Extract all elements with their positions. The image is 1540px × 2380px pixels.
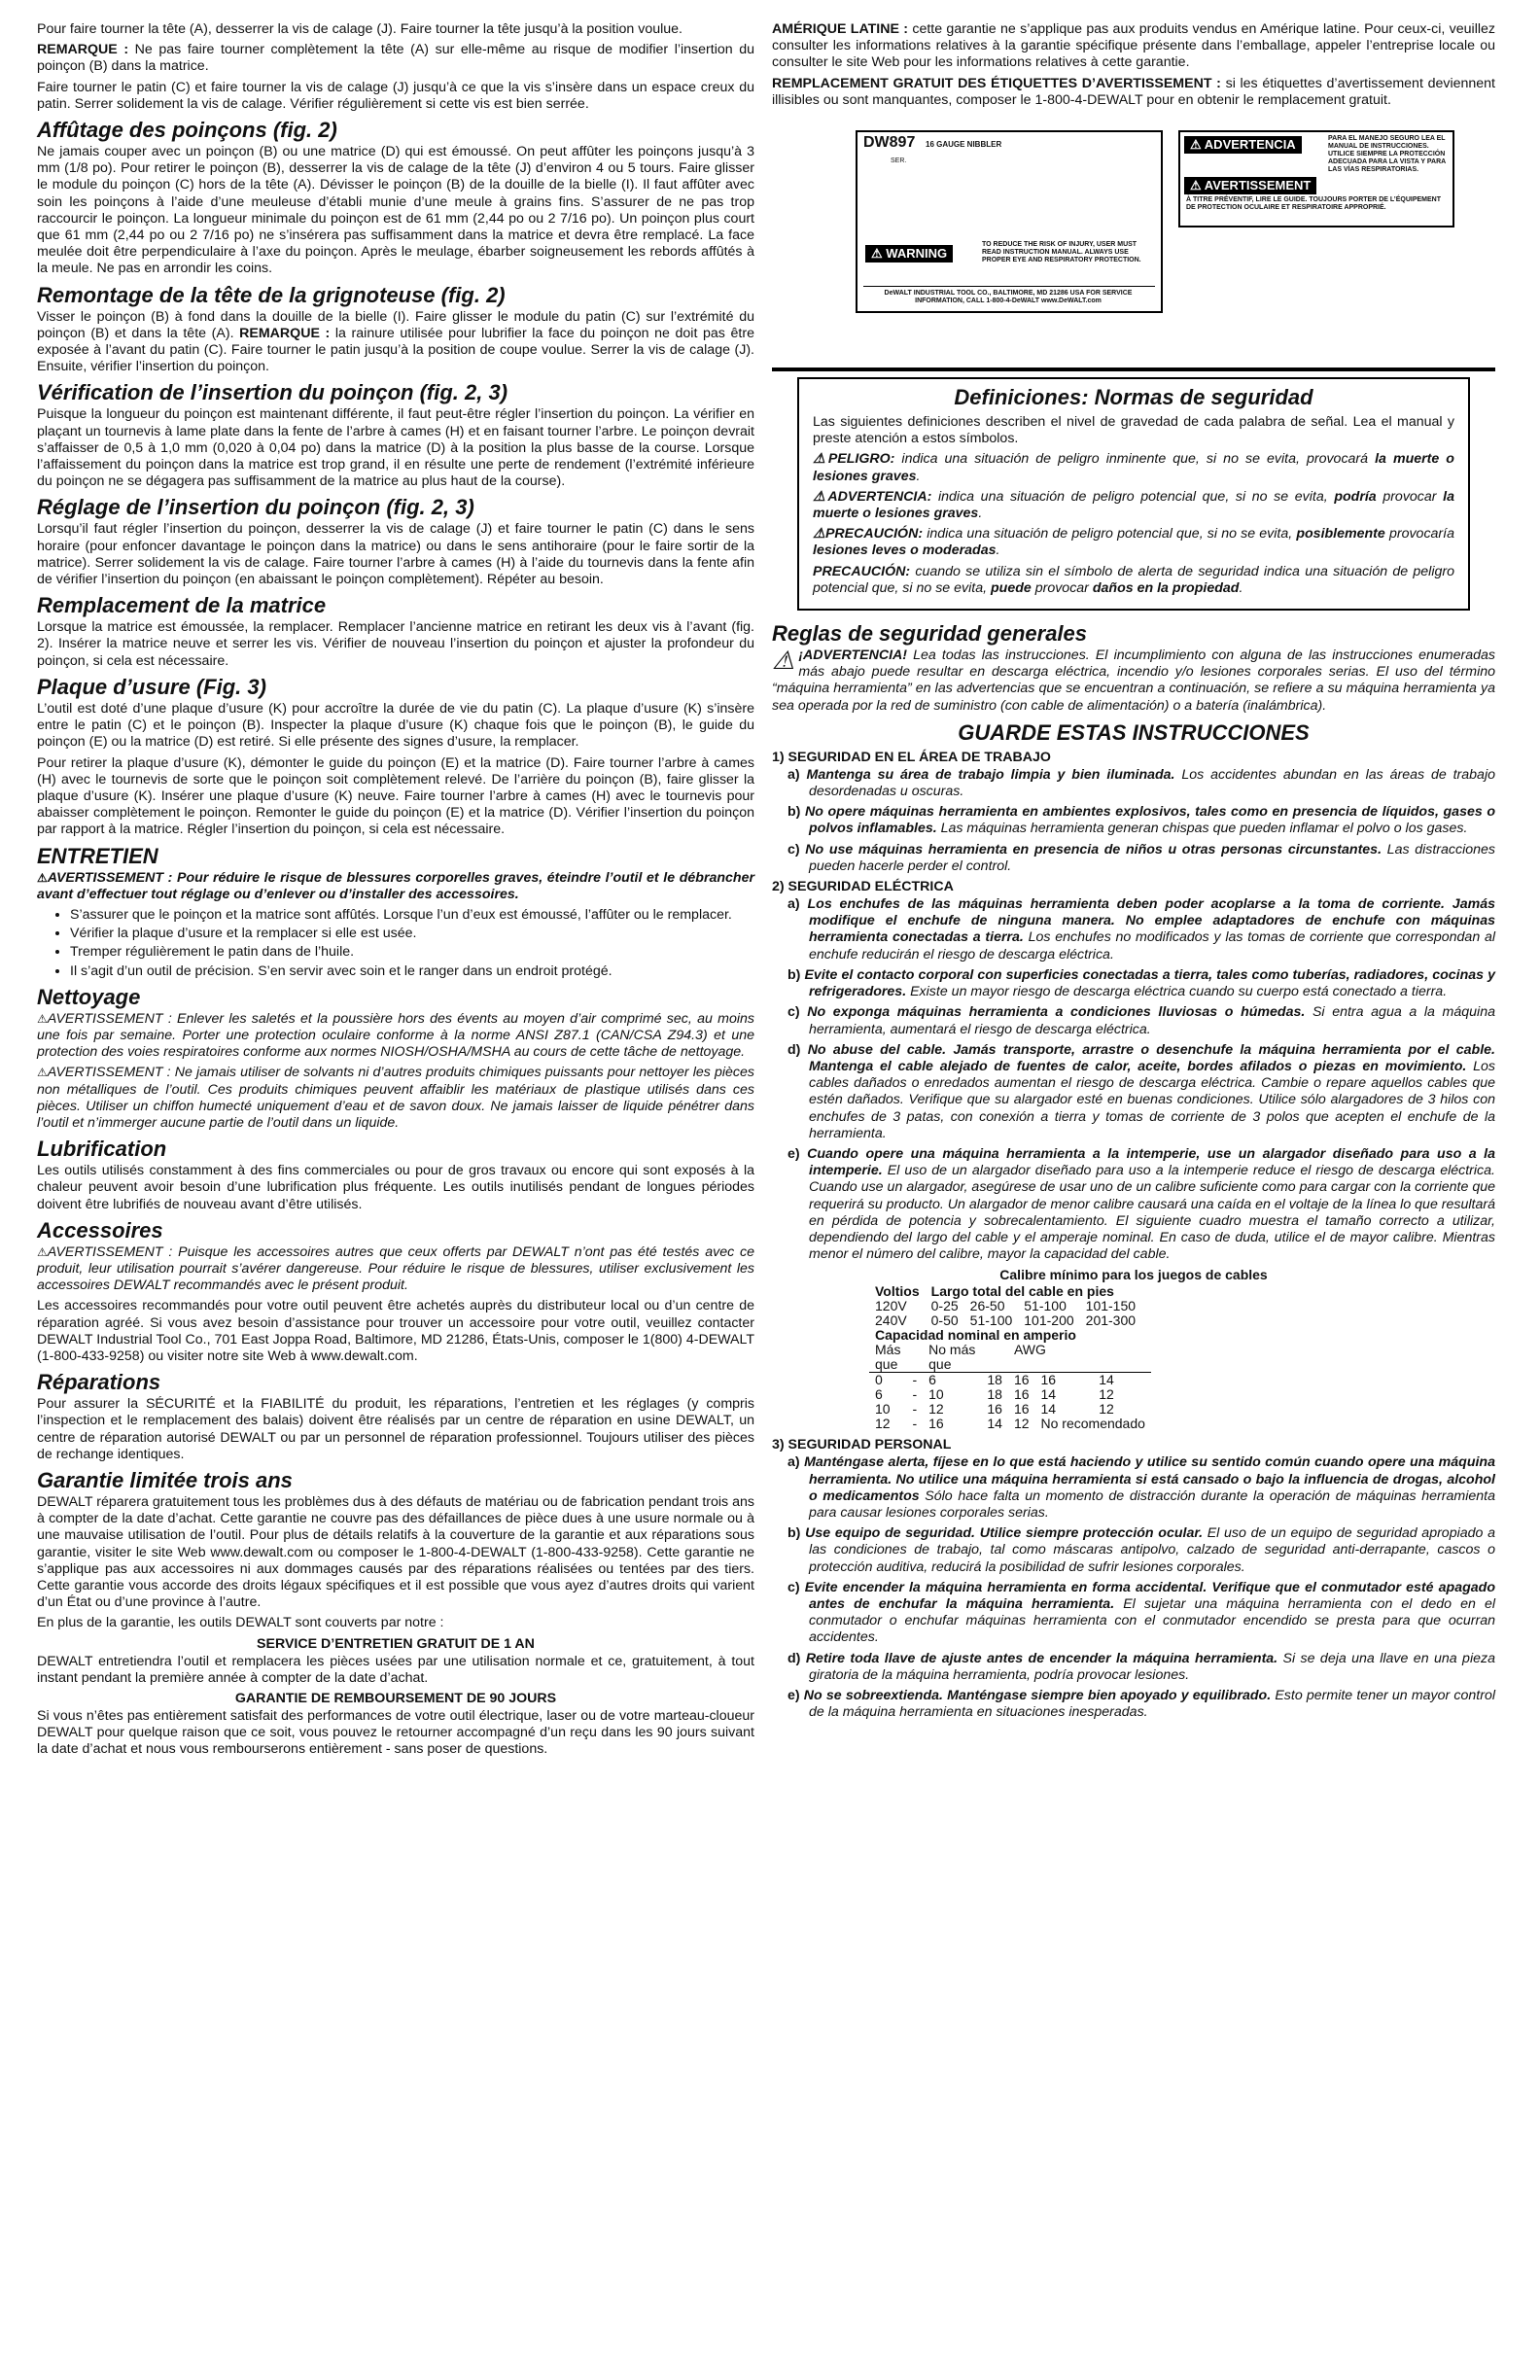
- item-letter: c): [788, 841, 800, 858]
- section-text: Les accessoires recommandés pour votre outil peuvent être achetés auprès du distributeur local ou d’un centre de réparation agréé. Si vous avez besoin d’assistance pour trouver un accessoire pour votre outil, veuillez contacter DEWALT Industrial Tool Co., 701 East Joppa Road, Baltimore, MD 21286, États-Unis, composer le 1(800) 4-DEWALT (1-800-433-9258) ou visiter notre site Web à www.dewalt.com.: [37, 1298, 754, 1364]
- warning-label-text: TO REDUCE THE RISK OF INJURY, USER MUST READ INSTRUCTION MANUAL. ALWAYS USE PROPER EYE AND RESPIRATORY PROTECTION.: [982, 241, 1141, 264]
- table-cell: 101-200: [1024, 1312, 1074, 1329]
- nibbler-text: 16 GAUGE NIBBLER: [926, 140, 1002, 150]
- table-cell: -: [912, 1401, 918, 1418]
- table-cell: 201-300: [1085, 1312, 1137, 1329]
- section-heading: Nettoyage: [37, 984, 141, 1009]
- def-label: PRECAUCIÓN:: [824, 526, 924, 542]
- def-precaucion: ⚠PRECAUCIÓN: indica una situación de peligro potencial que, si no se evita, posiblemente provocaría lesiones leves o moderadas.: [813, 526, 1454, 559]
- table-cell: 12: [875, 1416, 891, 1432]
- table-row: [869, 1299, 1141, 1313]
- maintenance-list: [37, 907, 754, 980]
- definitions-title: Definiciones: Normas de seguridad: [954, 385, 1313, 410]
- latin-america-label: AMÉRIQUE LATINE :: [772, 21, 909, 37]
- warning-triangle-icon: ⚠: [772, 646, 795, 676]
- safety-list-work-area: [772, 767, 1495, 875]
- section-heading: Remontage de la tête de la grignoteuse (fig. 2): [37, 282, 506, 307]
- item-bold: No opere máquinas herramienta en ambientes explosivos, tales como en presencia de líquidos, gases o polvos inflamables.: [805, 804, 1495, 837]
- item-bold: Los enchufes de las máquinas herramienta deben poder acoplarse a la toma de corriente. Jamás modifique el enchufe de ninguna manera. No emplee adaptadores de enchufe con máquinas herramienta conectadas a tierra.: [807, 896, 1495, 946]
- item-letter: b): [788, 966, 801, 983]
- item-text: Esto permite tener un mayor control de la máquina herramienta en situaciones inesperadas.: [809, 1687, 1495, 1721]
- table-cell: No recomendado: [1040, 1416, 1145, 1432]
- item-bold: No abuse del cable. Jamás transporte, arrastre o desenchufe la máquina herramienta por el cable. Mantenga el cable alejado de fuentes de calor, aceite, bordes afilados o piezas en movimiento.: [807, 1041, 1495, 1074]
- safety-list-personal: [772, 1454, 1495, 1721]
- table-cell: 0: [875, 1372, 883, 1388]
- label-replacement-body: si les étiquettes d’avertissement deviennent illisibles ou sont manquantes, composer le 1-800-4-DEWALT pour en obtenir le remplacement gratuit.: [772, 75, 1495, 108]
- table-cell: 12: [1013, 1416, 1030, 1432]
- cable-gauge-table: [869, 1284, 1141, 1328]
- list-item: • S’assurer que le poinçon et la matrice sont affûtés. Lorsque l’un d’eux est émoussé, l’affûter ou le remplacer.: [70, 907, 754, 924]
- list-item: [772, 1454, 1495, 1522]
- list-item: [772, 804, 1495, 837]
- item-letter: a): [788, 1454, 800, 1471]
- def-label: PRECAUCIÓN:: [813, 563, 911, 579]
- item-text: El uso de un alargador diseñado para uso a la intemperie reduce el riesgo de descarga eléctrica. Cuando use un alargador, asegúrese de usar uno de un calibre suficiente como para cargar con la corriente que requerirá su producto. Un alargador de menor calibre causará una caída en el voltaje de la línea lo que resultará en pérdida de potencia y sobrecalentamiento. El siguiente cuadro muestra el tamaño correcto a utilizar, dependiendo del largo del cable y el amperaje nominal. En caso de duda, utilice el de mayor calibre. Mientras menor el número del calibre, mayor la capacidad del cable.: [809, 1163, 1495, 1263]
- warning-labels-graphic: [811, 124, 1482, 309]
- subheading: SERVICE D’ENTRETIEN GRATUIT DE 1 AN: [257, 1635, 535, 1652]
- section-heading: Affûtage des poinçons (fig. 2): [37, 118, 337, 143]
- warning-triangle-icon: ⚠: [37, 1066, 48, 1080]
- section-text: [37, 309, 754, 376]
- item-letter: d): [788, 1041, 801, 1058]
- list-item: • Il s’agit d’un outil de précision. S’en servir avec soin et le ranger dans un endroit protégé.: [70, 963, 754, 980]
- warning-body: AVERTISSEMENT : Ne jamais utiliser de solvants ni d’autres produits chimiques puissants pour nettoyer les pièces non métalliques de l’outil. Ces produits chimiques peuvent affaiblir les matériaux de plastique utilisés dans ces pièces. Utiliser un chiffon humecté uniquement d’eau et de savon doux. Ne jamais laisser de liquide pénétrer dans l’outil et n’immerger aucune partie de l’outil dans un liquide.: [37, 1065, 754, 1131]
- section-heading: Accessoires: [37, 1217, 163, 1242]
- table-cell: 10: [928, 1386, 944, 1403]
- def-body: indica una situación de peligro potencial que, si no se evita,: [931, 488, 1335, 505]
- table-cell: 14: [1040, 1386, 1057, 1403]
- item-bold: Use equipo de seguridad. Utilice siempre protección ocular.: [805, 1525, 1204, 1542]
- guarde-heading: GUARDE ESTAS INSTRUCCIONES: [958, 719, 1310, 745]
- warning-badge: ⚠ WARNING: [865, 245, 953, 262]
- table-cell: No más: [928, 1342, 976, 1358]
- table-cell: Voltios: [875, 1283, 920, 1300]
- remarque-label: REMARQUE :: [37, 42, 129, 58]
- avertissement-badge: ⚠ AVERTISSEMENT: [1184, 177, 1316, 194]
- advertencia-badge-text: ADVERTENCIA: [1204, 137, 1296, 153]
- item-bold: No use máquinas herramienta en presencia de niños u otras personas circunstantes.: [805, 841, 1382, 858]
- section-text: Ne jamais couper avec un poinçon (B) ou une matrice (D) qui est émoussé. On peut affûter les poinçons jusqu’à 3 mm (1/8 po). Pour retirer le poinçon (B), desserrer la vis de calage de la tête (J) d’environ 4 ou 5 tours. Faire glisser le module du poinçon (C) hors de la tête (A). Dévisser le poinçon (B) de la douille de la bielle (I). Il faut affûter avec soin les poinçons à l’aide d’une meuleuse d’établi munie d’une meule à grains fins. S’assurer de ne pas trop raccourcir le poinçon. La longueur minimale du poinçon est de 61 mm (2,44 po ou 2 7/16 po). Un poinçon plus court que 61 mm (2,44 po ou 2 7/16 po) ne s’insérera pas suffisamment dans la matrice et devra être remplacé. La face meulée doit être perpendiculaire à l’axe du poinçon. Après le meulage, ébarber soigneusement les rebords affûtés à la meule. Ne pas en arrondir les coins.: [37, 144, 754, 277]
- definitions-box: [797, 377, 1470, 611]
- item-bold: Retire toda llave de ajuste antes de encender la máquina herramienta.: [805, 1650, 1278, 1666]
- item-text: Si se deja una llave en una pieza giratoria de la máquina herramienta, podría provocar lesiones.: [809, 1650, 1495, 1683]
- list-item: • Tremper régulièrement le patin dans de l’huile.: [70, 944, 754, 961]
- list-item: [772, 1580, 1495, 1647]
- list-item: [772, 1004, 1495, 1037]
- item-letter: c): [788, 1579, 800, 1595]
- intro-p2-text: Ne pas faire tourner complètement la tête (A) sur elle-même au risque de modifier l’insertion du poinçon (B) dans la matrice.: [37, 42, 754, 75]
- item-bold: No exponga máquinas herramienta a condiciones lluviosas o húmedas.: [807, 1004, 1306, 1021]
- def-body: provocaría: [1384, 526, 1454, 542]
- table-cell: 51-100: [969, 1312, 1013, 1329]
- table-cell: 16: [1040, 1372, 1057, 1388]
- item-bold: Evite el contacto corporal con superficies conectadas a tierra, tales como tuberías, radiadores, cocinas y refrigeradores.: [804, 966, 1495, 1000]
- list-item: [772, 1651, 1495, 1684]
- warning-text: [37, 870, 754, 903]
- section-heading: Réparations: [37, 1370, 161, 1395]
- warning-text: [37, 1065, 754, 1132]
- warning-triangle-icon: ⚠: [37, 1011, 48, 1026]
- table-row: [869, 1417, 1163, 1431]
- table-cell: 120V: [875, 1298, 907, 1314]
- table-cell: 12: [1099, 1386, 1114, 1403]
- table-cell: 10: [875, 1401, 891, 1418]
- cable-table-title: Calibre mínimo para los juegos de cables: [999, 1267, 1268, 1283]
- item-text: El sujetar una máquina herramienta con el dedo en el conmutador o enchufar máquinas herramienta con el conmutador encendido se presta para que ocurran accidentes.: [809, 1595, 1495, 1646]
- def-body: provocar: [1376, 488, 1444, 505]
- section-text: Les outils utilisés constamment à des fins commerciales ou pour de gros travaux ou encore qui sont exposés à la chaleur peuvent avoir besoin d’une lubrification plus fréquente. Les outils inutilisés pendant de longues périodes doivent être lubrifiés de nouveau avant d’être utilisés.: [37, 1163, 754, 1212]
- rules-warning: [772, 648, 1495, 715]
- item-bold: No se sobreextienda. Manténgase siempre bien apoyado y equilibrado.: [803, 1687, 1272, 1703]
- def-body: provocar: [1031, 579, 1093, 596]
- item-letter: d): [788, 1650, 801, 1666]
- table-cell: 51-100: [1024, 1298, 1067, 1314]
- amperage-rows: [869, 1373, 1163, 1432]
- def-body: indica una situación de peligro potencial que, si no se evita,: [923, 526, 1297, 542]
- label-replacement-label: REMPLACEMENT GRATUIT DES ÉTIQUETTES D’AVERTISSEMENT :: [772, 75, 1221, 91]
- intro-p3: Faire tourner le patin (C) et faire tourner la vis de calage (J) jusqu’à ce que la vis s’insère dans un espace creux du patin. Serrer solidement la vis de calage. Vérifier régulièrement si cette vis est bien serrée.: [37, 79, 754, 112]
- table-cell: 16: [987, 1401, 1002, 1418]
- item-letter: b): [788, 1525, 801, 1542]
- label-replacement-text: [772, 76, 1495, 109]
- model-number: DW897: [863, 134, 916, 152]
- table-cell: 14: [1099, 1372, 1114, 1388]
- def-emph: daños en la propiedad: [1092, 579, 1240, 596]
- table-cell: que: [869, 1357, 906, 1373]
- warning-badge-text: WARNING: [886, 246, 948, 262]
- list-item: [772, 896, 1495, 963]
- item-text: Las distracciones pueden hacerle perder el control.: [809, 841, 1495, 874]
- table-cell: 14: [987, 1416, 1002, 1432]
- item-letter: e): [788, 1145, 800, 1162]
- item-text: Sólo hace falta un momento de distracción durante la operación de máquinas herramienta para causar lesiones corporales serias.: [809, 1488, 1495, 1521]
- remarque-label: REMARQUE :: [239, 325, 331, 341]
- section-heading: Vérification de l’insertion du poinçon (fig. 2, 3): [37, 380, 508, 405]
- warning-triangle-icon: ⚠: [37, 870, 48, 885]
- warning-text: [37, 1011, 754, 1062]
- table-cell: 16: [1013, 1372, 1030, 1388]
- def-emph: la muerte o lesiones graves: [813, 488, 1454, 522]
- latin-america-text: [772, 21, 1495, 72]
- rules-warning-label: ¡ADVERTENCIA!: [798, 648, 907, 664]
- item-text: Los cables dañados o enredados aumentan el riesgo de descarga eléctrica. Cambie o repare aquellos cables que estén dañados. Verifique que su alargador esté en buenas condiciones. Utilice sólo alargadores de 3 hilos con enchufes de 3 patas, con conexión a tierra y tomas de corriente de 3 polos que acepten el enchufe de la herramienta.: [809, 1058, 1495, 1141]
- text-b: la rainure utilisée pour lubrifier la face du poinçon ne doit pas être exposée à l’avant du patin (C). Faire tourner le patin jusqu’à la position de coupe voulue. Serrer la vis de calage (J). Ensuite, vérifier l’insertion du poinçon.: [37, 325, 754, 375]
- item-letter: e): [788, 1687, 800, 1703]
- warning-text: [37, 1244, 754, 1295]
- list-item: • Vérifier la plaque d’usure et la remplacer si elle est usée.: [70, 926, 754, 942]
- item-bold: Manténgase alerta, fíjese en lo que está haciendo y utilice su sentido común cuando opere una máquina herramienta. No utilice una máquina herramienta si está cansado o bajo la influencia de drogas, alcohol o medicamentos: [804, 1454, 1495, 1504]
- table-cell: 12: [928, 1401, 944, 1418]
- table-row: [869, 1373, 1163, 1388]
- section-divider: [772, 368, 1495, 371]
- table-cell: 240V: [875, 1312, 907, 1329]
- latin-america-body: cette garantie ne s’applique pas aux produits vendus en Amérique latine. Pour ceux-ci, veuillez consulter les informations relatives à la garantie spécifique présente dans l’emballage, appeler l’entreprise locale ou consulter le site Web pour les informations relatives à cette garantie.: [772, 21, 1495, 71]
- table-row: [869, 1313, 1141, 1328]
- section-heading: Lubrification: [37, 1137, 167, 1162]
- list-item: [772, 1042, 1495, 1142]
- amperage-table: [869, 1328, 1163, 1431]
- table-cell: Más: [875, 1342, 901, 1358]
- table-cell: 0-25: [930, 1298, 959, 1314]
- def-advertencia: ⚠ADVERTENCIA: indica una situación de peligro potencial que, si no se evita, podría provocar la muerte o lesiones graves.: [813, 488, 1454, 522]
- item-text: El uso de un equipo de seguridad apropiado a las condiciones de trabajo, tal como máscaras antipolvo, calzado de seguridad anti-derrapante, cascos o protección auditiva, reducirá la posibilidad de sufrir lesiones corporales.: [809, 1525, 1495, 1575]
- section-text: DEWALT entretiendra l’outil et remplacera les pièces usées par une utilisation normale et ce, gratuitement, à tout instant pendant la première année à compter de la date d’achat.: [37, 1653, 754, 1686]
- warning-triangle-icon: ⚠: [813, 526, 825, 542]
- table-cell: 101-150: [1085, 1298, 1137, 1314]
- table-cell: 0-50: [930, 1312, 959, 1329]
- table-cell: 18: [987, 1386, 1002, 1403]
- table-cell: 26-50: [969, 1298, 1005, 1314]
- item-letter: a): [788, 766, 800, 783]
- def-label: ADVERTENCIA:: [827, 488, 932, 505]
- rules-title: Reglas de seguridad generales: [772, 621, 1088, 647]
- right-column: [772, 21, 1495, 1725]
- table-row: [869, 1343, 1163, 1357]
- warning-triangle-icon: ⚠: [813, 488, 828, 505]
- advertencia-text: PARA EL MANEJO SEGURO LEA EL MANUAL DE INSTRUCCIONES. UTILICE SIEMPRE LA PROTECCIÓN ADECUADA PARA LA VISTA Y PARA LAS VÍAS RESPIRATORIAS.: [1328, 135, 1446, 174]
- section-heading: ENTRETIEN: [37, 843, 158, 868]
- section-heading: Réglage de l’insertion du poinçon (fig. 2, 3): [37, 495, 474, 520]
- def-emph: lesiones leves o moderadas: [813, 542, 997, 559]
- table-cell: Capacidad nominal en amperio: [875, 1327, 1076, 1344]
- section-text: Lorsque la matrice est émoussée, la remplacer. Remplacer l’ancienne matrice en retirant les deux vis à l’avant (fig. 2). Insérer la matrice neuve et serrer les vis. Vérifier de nouveau l’insertion du poinçon et ajuster la profondeur du poinçon, si cela est nécessaire.: [37, 619, 754, 669]
- serial-text: SER.: [891, 158, 907, 165]
- table-cell: 6: [875, 1386, 883, 1403]
- definitions-intro: Las siguientes definiciones describen el nivel de gravedad de cada palabra de señal. Lea el manual y preste atención a estos símbolos.: [813, 414, 1454, 447]
- safety-list-electrical: [772, 896, 1495, 1263]
- def-emph: posiblemente: [1296, 526, 1385, 542]
- table-row: [869, 1328, 1163, 1343]
- safety-section-title: 2) SEGURIDAD ELÉCTRICA: [772, 879, 954, 895]
- avertissement-badge-text: AVERTISSEMENT: [1204, 178, 1312, 193]
- def-body: cuando se utiliza sin el símbolo de alerta de seguridad indica una situación de peligro potencial que, si no se evita,: [813, 563, 1454, 596]
- table-cell: 12: [1099, 1401, 1114, 1418]
- table-cell: 16: [1013, 1386, 1030, 1403]
- warning-triangle-icon: ⚠: [37, 1244, 48, 1259]
- item-letter: a): [788, 896, 800, 913]
- list-item: [772, 1688, 1495, 1721]
- list-item: [772, 767, 1495, 800]
- table-row: [869, 1284, 1141, 1299]
- table-cell: AWG: [1013, 1342, 1046, 1358]
- section-text: L’outil est doté d’une plaque d’usure (K) pour accroître la durée de vie du patin (C). La plaque d’usure (K) s’insère entre le patin (C) et le poinçon (B). Inspecter la plaque d’usure (K) chaque fois que le poinçon (B), le guide du poinçon (E) ou la matrice (D) est retiré. Si elle présente des signes d’usure, la remplacer.: [37, 700, 754, 751]
- list-item: [772, 842, 1495, 875]
- avertissement-text: À TITRE PRÉVENTIF, LIRE LE GUIDE. TOUJOURS PORTER DE L’ÉQUIPEMENT DE PROTECTION OCULAIRE ET RESPIRATOIRE APPROPRIÉ.: [1186, 196, 1442, 212]
- section-text: Lorsqu’il faut régler l’insertion du poinçon, desserrer la vis de calage (J) et faire tourner le patin (C) dans le sens horaire (pour enfoncer davantage le poinçon dans la matrice) ou dans le sens antihoraire (pour le faire sortir de la matrice). Serrer solidement la vis de calage. Faire tourner l’arbre à cames (H) à l’aide du tournevis dans la fente afin de vérifier l’insertion du poinçon (en abaissant le poinçon complètement). Répéter au besoin.: [37, 521, 754, 588]
- product-label: [856, 130, 1163, 313]
- company-text: DeWALT INDUSTRIAL TOOL CO., BALTIMORE, MD 21286 USA FOR SERVICE INFORMATION, CALL 1-800-4-DeWALT www.DeWALT.com: [884, 290, 1133, 305]
- table-cell: 14: [1040, 1401, 1057, 1418]
- def-peligro: ⚠PELIGRO: indica una situación de peligro inminente que, si no se evita, provocará la muerte o lesiones graves.: [813, 451, 1454, 484]
- section-heading: Plaque d’usure (Fig. 3): [37, 674, 266, 699]
- list-item: [772, 967, 1495, 1000]
- rules-warning-body: Lea todas las instrucciones. El incumplimiento con alguna de las instrucciones enumeradas más abajo puede resultar en descarga eléctrica, incendio y/o lesiones corporales serias. El uso del término “máquina herramienta” en las advertencias que se encuentran a continuación, se refiere a su máquina herramienta ya sea operada por la red de suministro (con cable de alimentación) o a batería (inalámbrica).: [772, 648, 1495, 714]
- table-row: [869, 1387, 1163, 1402]
- def-emph: podría: [1334, 488, 1377, 505]
- item-text: Existe un mayor riesgo de descarga eléctrica cuando su cuerpo está conectado a tierra.: [906, 984, 1448, 1000]
- table-row: [869, 1357, 1163, 1373]
- section-text: Pour retirer la plaque d’usure (K), démonter le guide du poinçon (E) et la matrice (D). Faire tourner l’arbre à cames (H) avec le tournevis de sorte que le poinçon soit complètement relevé. De l’arrière du poinçon (B), faire glisser la plaque d’usure (K). Insérer une plaque d’usure (K) neuve. Faire tourner l’arbre à cames (H) avec le tournevis pour abaisser complètement le poinçon. Remonter le guide du poinçon (E) et la matrice (D). Vérifier l’insertion du poinçon par rapport à la matrice. Régler l’insertion du poinçon, si cela est nécessaire.: [37, 754, 754, 838]
- table-cell: que: [923, 1357, 981, 1373]
- def-label: PELIGRO:: [827, 451, 895, 468]
- section-text: Pour assurer la SÉCURITÉ et la FIABILITÉ du produit, les réparations, l’entretien et les réglages (y compris l’inspection et le remplacement des balais) doivent être réalisés par un centre de réparation en usine DEWALT, un centre de réparation autorisé DEWALT ou par un personnel de réparation professionnel. Toujours utiliser des pièces de rechange identiques.: [37, 1396, 754, 1462]
- left-column: [37, 21, 754, 1763]
- warning-body: AVERTISSEMENT : Enlever les saletés et la poussière hors des évents au moyen d’air comprimé sec, au moins une fois par semaine. Porter une protection oculaire conforme à la norme ANSI Z87.1 (CAN/CSA Z94.3) et une protection des voies respiratoires conforme aux normes NIOSH/OSHA/MSHA au cours de cette tâche de nettoyage.: [37, 1010, 754, 1061]
- table-cell: 16: [1013, 1401, 1030, 1418]
- intro-p1: Pour faire tourner la tête (A), desserrer la vis de calage (J). Faire tourner la tête jusqu’à la position voulue.: [37, 21, 682, 37]
- table-cell: 16: [928, 1416, 944, 1432]
- subheading: GARANTIE DE REMBOURSEMENT DE 90 JOURS: [234, 1691, 557, 1707]
- item-bold: Cuando opere una máquina herramienta a la intemperie, use un alargador diseñado para uso a la intemperie.: [807, 1145, 1495, 1179]
- advertencia-badge: ⚠ ADVERTENCIA: [1184, 136, 1302, 154]
- section-text: Si vous n’êtes pas entièrement satisfait des performances de votre outil électrique, laser ou de votre marteau-cloueur DEWALT pour quelque raison que ce soit, vous pouvez le retourner accompagné d’un reçu dans les 90 jours suivant la date d’achat et nous vous rembourserons entièrement - sans poser de questions.: [37, 1708, 754, 1758]
- def-emph: puede: [990, 579, 1032, 596]
- table-cell: 6: [928, 1372, 936, 1388]
- warning-body: AVERTISSEMENT : Pour réduire le risque de blessures corporelles graves, éteindre l’outil et le débrancher avant d’effectuer tout réglage ou d’enlever ou d’installer des accessoires.: [37, 869, 754, 902]
- table-row: [869, 1402, 1163, 1417]
- safety-section-title: 1) SEGURIDAD EN EL ÁREA DE TRABAJO: [772, 749, 1051, 765]
- table-cell: 18: [987, 1372, 1002, 1388]
- section-text: Puisque la longueur du poinçon est maintenant différente, il faut peut-être régler l’insertion du poinçon. La vérifier en plaçant un tournevis à lame plate dans la fente de l’arbre à cames (H) et en faisant tourner l’arbre. Le poinçon devrait s’affaisser de 0,5 à 1,0 mm (0,020 à 0,04 po) dans la matrice (D) à la position la plus basse de la course. Lorsque l’affaissement du poinçon dans la matrice est trop grand, il en résulte une perte de rendement (l’extrémité inférieure du poinçon ne se dégagera pas suffisamment de la matrice au plus haut de la course).: [37, 406, 754, 490]
- warning-triangle-icon: ⚠: [813, 451, 828, 468]
- section-heading: Remplacement de la matrice: [37, 593, 327, 618]
- table-cell: [1151, 1417, 1163, 1431]
- table-cell: -: [912, 1416, 918, 1432]
- table-cell: -: [912, 1386, 918, 1403]
- list-item: [772, 1146, 1495, 1263]
- item-letter: c): [788, 1004, 800, 1021]
- text-a: Visser le poinçon (B) à fond dans la douille de la bielle (I). Faire glisser le module du patin (C) sur l’extrémité du poinçon (B) et dans la tête (A).: [37, 308, 754, 341]
- safety-section-title: 3) SEGURIDAD PERSONAL: [772, 1437, 952, 1453]
- section-text: En plus de la garantie, les outils DEWALT sont couverts par notre :: [37, 1615, 444, 1631]
- item-bold: Mantenga su área de trabajo limpia y bien iluminada.: [806, 766, 1175, 783]
- item-bold: Evite encender la máquina herramienta en forma accidental. Verifique que el conmutador esté apagado antes de enchufar la máquina herramienta.: [804, 1579, 1495, 1612]
- item-letter: b): [788, 804, 801, 821]
- item-text: Las máquinas herramienta generan chispas que pueden inflamar el polvo o los gases.: [936, 821, 1468, 837]
- item-text: Los enchufes no modificados y las tomas de corriente que correspondan al enchufe reducirán el riesgo de descarga eléctrica.: [809, 929, 1496, 962]
- item-text: Los accidentes abundan en las áreas de trabajo desordenadas u oscuras.: [809, 766, 1495, 800]
- item-text: Si entra agua a la máquina herramienta, aumentará el riesgo de descarga eléctrica.: [809, 1004, 1495, 1037]
- warning-body: AVERTISSEMENT : Puisque les accessoires autres que ceux offerts par DEWALT n’ont pas été testés avec ce produit, leur utilisation pourrait s’avérer dangereuse. Pour réduire le risque de blessures, utiliser exclusivement les accessoires DEWALT recommandés avec le présent produit.: [37, 1243, 754, 1294]
- spanish-french-label: [1178, 130, 1454, 228]
- table-cell: Largo total del cable en pies: [930, 1283, 1114, 1300]
- def-body: indica una situación de peligro inminente que, si no se evita, provocará: [894, 451, 1376, 468]
- section-heading: Garantie limitée trois ans: [37, 1468, 293, 1492]
- def-emph: la muerte o lesiones graves: [813, 451, 1454, 484]
- def-precaucion-no-symbol: PRECAUCIÓN: cuando se utiliza sin el símbolo de alerta de seguridad indica una situación de peligro potencial que, si no se evita, puede provocar daños en la propiedad.: [813, 563, 1454, 596]
- list-item: [772, 1525, 1495, 1576]
- label-divider: [863, 286, 1155, 287]
- table-cell: -: [912, 1372, 918, 1388]
- section-text: DEWALT réparera gratuitement tous les problèmes dus à des défauts de matériau ou de fabrication pendant trois ans à compter de la date d’achat. Cette garantie ne couvre pas des défaillances de pièce dues à une usure normale ou à une mauvaise utilisation de l’outil. Pour plus de détails relatifs à la couverture de la garantie et aux réparations sous garantie, visiter le site Web www.dewalt.com ou composer le 1-800-4-DEWALT (1-800-433-9258). Cette garantie ne s’applique pas aux accessoires ni aux dommages causés par des réparations réalisées ou tentées par des tiers. Cette garantie vous accorde des droits légaux spécifiques et il est possible que vous ayez d’autres droits qui varient d’un État ou d’une province à l’autre.: [37, 1494, 754, 1611]
- intro-p2: [37, 42, 754, 75]
